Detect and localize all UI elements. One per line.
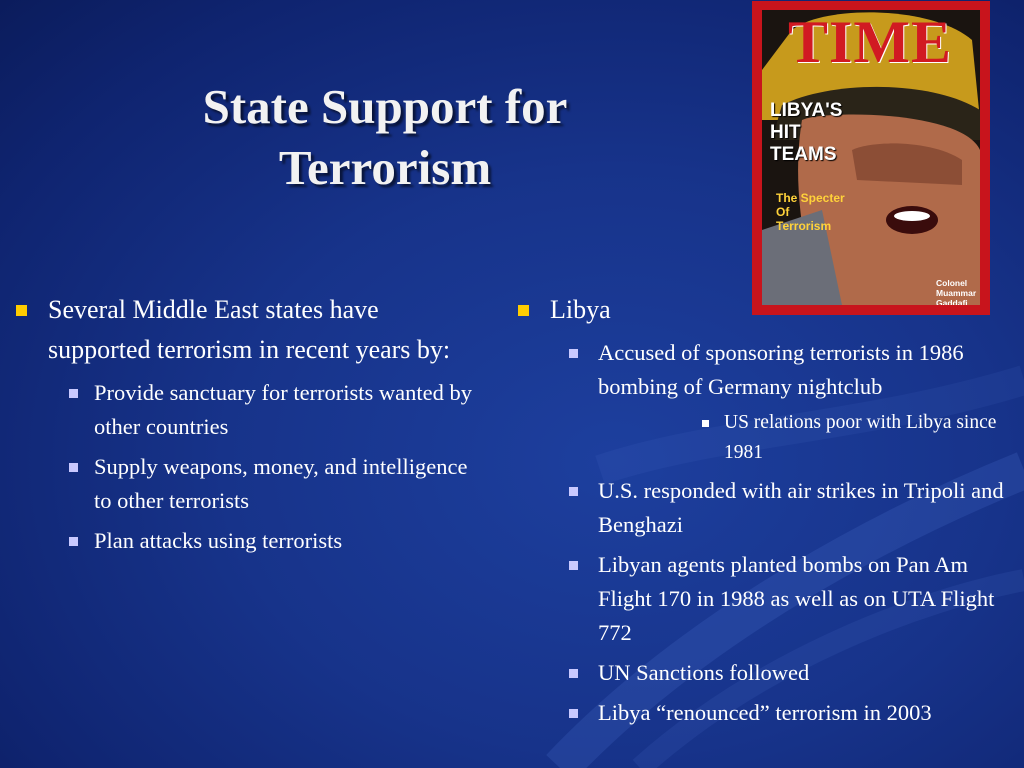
list-item: U.S. responded with air strikes in Tripoli and Benghazi: [516, 474, 1016, 542]
slide-title: State Support for Terrorism: [202, 79, 568, 196]
nested-list-item: US relations poor with Libya since 1981: [598, 408, 1016, 468]
nested-sublist: [598, 408, 1016, 468]
list-item: Supply weapons, money, and intelligence to other terrorists: [14, 450, 484, 518]
list-item: Libya “renounced” terrorism in 2003: [516, 696, 1016, 730]
time-magazine-cover-image: [752, 1, 990, 315]
cover-headline: LIBYA'S HIT TEAMS: [770, 100, 843, 165]
list-item: Plan attacks using terrorists: [14, 524, 484, 558]
cover-caption: Colonel Muammar Gaddafi: [936, 278, 977, 305]
left-sublist: [14, 376, 484, 558]
left-bullet: [14, 290, 484, 370]
right-column: [516, 290, 1016, 736]
right-sublist: [516, 336, 1016, 730]
right-bullet-text: Libya: [550, 295, 611, 324]
right-bullet: [516, 290, 1016, 330]
list-item: UN Sanctions followed: [516, 656, 1016, 690]
cover-subheadline: The Specter Of Terrorism: [776, 191, 845, 233]
list-item: [516, 336, 1016, 468]
list-item: Libyan agents planted bombs on Pan Am Flight 170 in 1988 as well as on UTA Flight 772: [516, 548, 1016, 650]
left-column: [14, 290, 484, 564]
list-item: Provide sanctuary for terrorists wanted by other countries: [14, 376, 484, 444]
list-item-text: Accused of sponsoring terrorists in 1986 bombing of Germany nightclub: [598, 340, 964, 399]
left-bullet-text: Several Middle East states have supported terrorism in recent years by:: [48, 295, 451, 364]
cover-masthead: TIME: [788, 10, 953, 75]
